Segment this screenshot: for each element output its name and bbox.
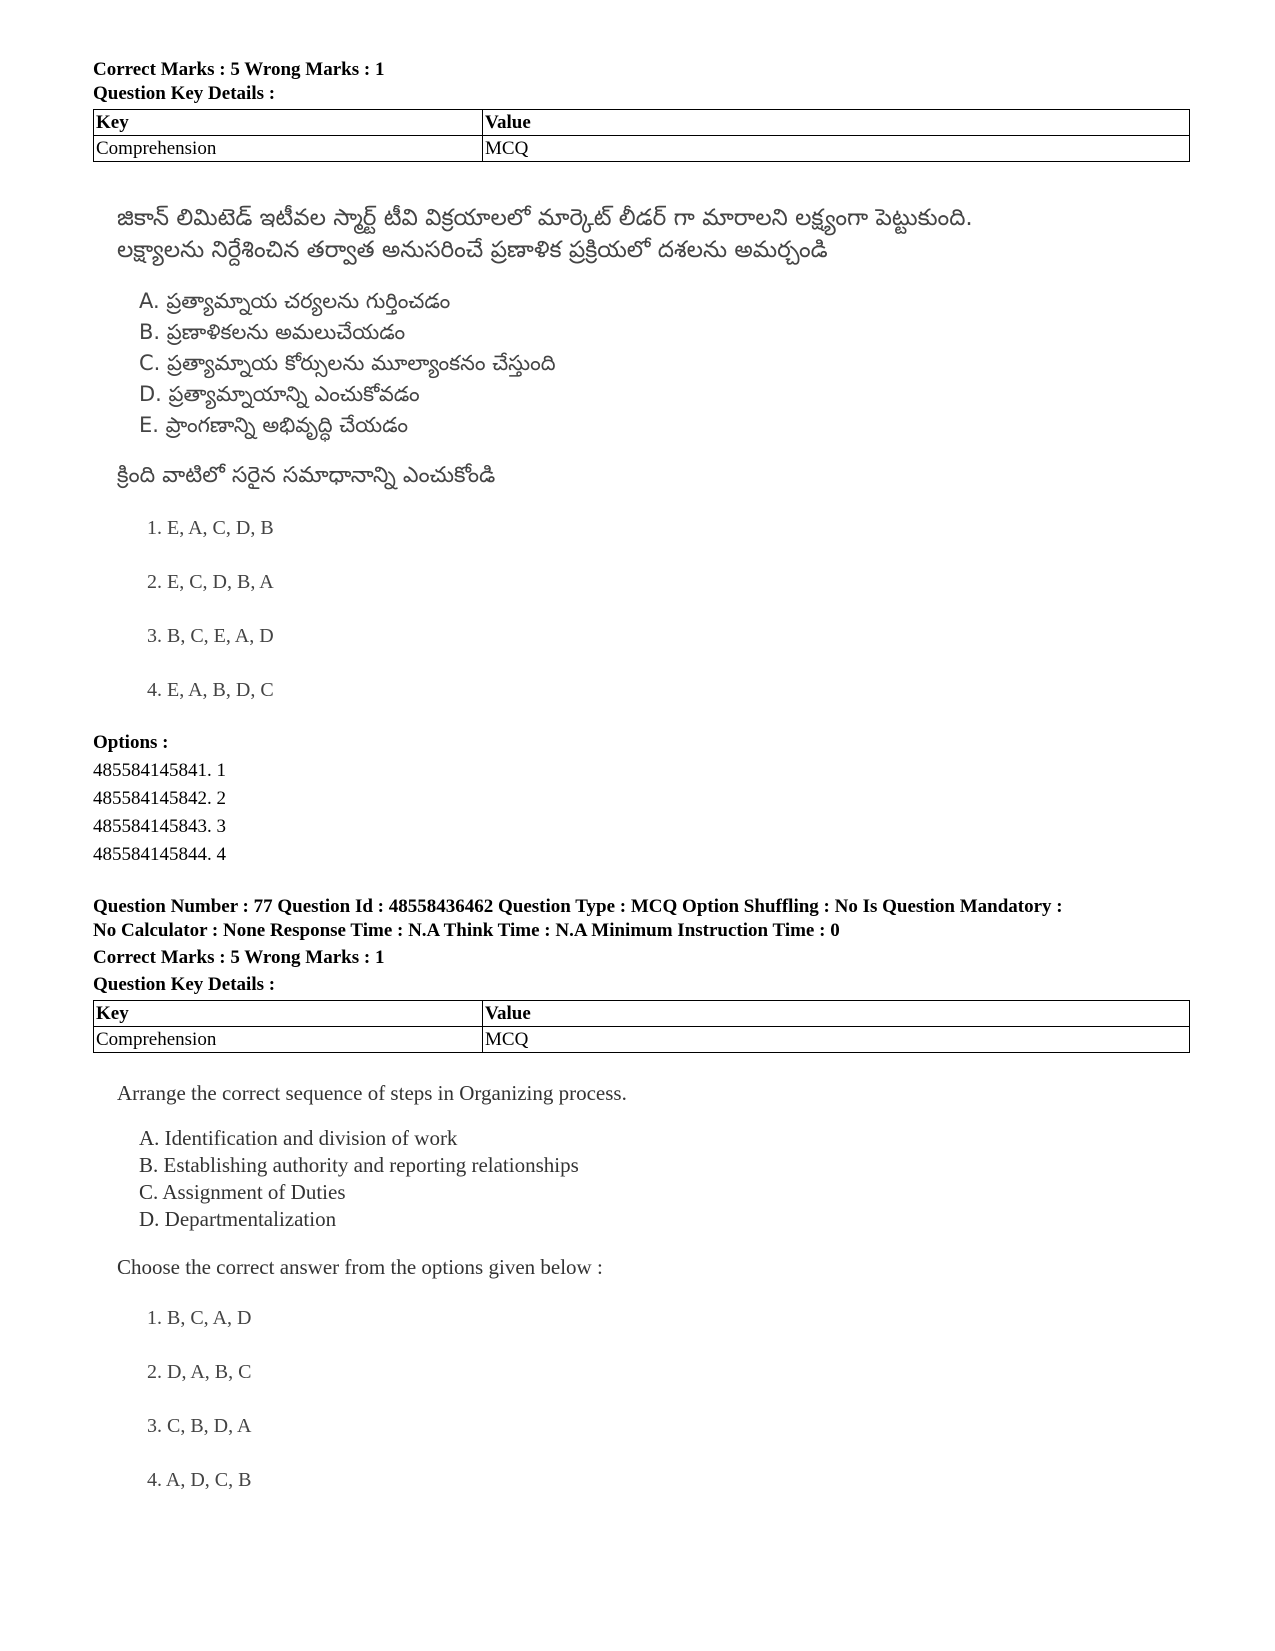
list-item: B. ప్రణాళికలను అమలుచేయడం [139, 320, 406, 344]
answer-item: 3. B, C, E, A, D [147, 625, 274, 647]
table-cell-value: MCQ [483, 136, 1190, 162]
question-image [117, 1079, 1190, 1507]
key-details-table [93, 109, 1190, 162]
page [93, 58, 1190, 1507]
options-label: Options : [93, 732, 169, 753]
question-meta-line: Question Number : 77 Question Id : 48558436462 Question Type : MCQ Option Shuffling : No Is Question Mandatory : [93, 896, 1063, 917]
question-76 [93, 58, 1190, 869]
marks-line: Correct Marks : 5 Wrong Marks : 1 [93, 59, 385, 80]
list-item: A. Identification and division of work [139, 1126, 458, 1150]
list-item: D. Departmentalization [139, 1207, 337, 1231]
answer-item: 1. B, C, A, D [147, 1307, 252, 1329]
answer-list [147, 1291, 1190, 1507]
list-item: E. ప్రాంగణాన్ని అభివృద్ధి చేయడం [139, 413, 409, 437]
question-meta-line: No Calculator : None Response Time : N.A Think Time : N.A Minimum Instruction Time : 0 [93, 920, 840, 941]
answer-item: 2. D, A, B, C [147, 1361, 252, 1383]
option-item: 485584145841. 1 [93, 760, 226, 781]
key-details-label: Question Key Details : [93, 974, 276, 995]
answer-item: 4. A, D, C, B [147, 1469, 252, 1491]
table-header-row [94, 110, 1190, 136]
step-list [139, 1125, 1190, 1233]
list-item: C. ప్రత్యామ్నాయ కోర్సులను మూల్యాంకనం చేస్తుంది [139, 351, 556, 375]
table-header-value: Value [483, 1001, 1190, 1027]
answer-item: 3. C, B, D, A [147, 1415, 252, 1437]
question-line: లక్ష్యాలను నిర్దేశించిన తర్వాత అనుసరించే ప్రణాళిక ప్రక్రియలో దశలను అమర్చండి [117, 237, 828, 263]
list-item: C. Assignment of Duties [139, 1180, 346, 1204]
answer-item: 1. E, A, C, D, B [147, 517, 274, 539]
question-text [117, 202, 1190, 266]
question-77 [93, 895, 1190, 1507]
step-list [139, 286, 1190, 441]
list-item: A. ప్రత్యామ్నాయ చర్యలను గుర్తించడం [139, 289, 451, 313]
list-item: B. Establishing authority and reporting relationships [139, 1153, 579, 1177]
answer-item: 4. E, A, B, D, C [147, 679, 274, 701]
answer-item: 2. E, C, D, B, A [147, 571, 274, 593]
key-details-label: Question Key Details : [93, 83, 276, 104]
table-row [94, 136, 1190, 162]
table-cell-key: Comprehension [94, 1027, 483, 1053]
table-row [94, 1027, 1190, 1053]
question-line: జికాన్ లిమిటెడ్ ఇటీవల స్మార్ట్ టీవి విక్రయాలలో మార్కెట్ లీడర్ గా మారాలని లక్ష్యంగా పెట్టుకుంది. [117, 205, 973, 231]
question-text: Arrange the correct sequence of steps in Organizing process. [117, 1081, 627, 1105]
question-image [117, 202, 1190, 717]
table-header-row [94, 1001, 1190, 1027]
choose-instruction: Choose the correct answer from the options given below : [117, 1255, 603, 1279]
choose-instruction: క్రింది వాటిలో సరైన సమాధానాన్ని ఎంచుకోండి [117, 463, 496, 488]
table-header-key: Key [94, 110, 483, 136]
table-header-value: Value [483, 110, 1190, 136]
option-item: 485584145842. 2 [93, 788, 226, 809]
option-item: 485584145843. 3 [93, 816, 226, 837]
key-details-table [93, 1000, 1190, 1053]
answer-list [147, 501, 1190, 717]
table-header-key: Key [94, 1001, 483, 1027]
table-cell-key: Comprehension [94, 136, 483, 162]
list-item: D. ప్రత్యామ్నాయాన్ని ఎంచుకోవడం [139, 382, 420, 406]
option-item: 485584145844. 4 [93, 844, 226, 865]
marks-line: Correct Marks : 5 Wrong Marks : 1 [93, 947, 385, 968]
table-cell-value: MCQ [483, 1027, 1190, 1053]
